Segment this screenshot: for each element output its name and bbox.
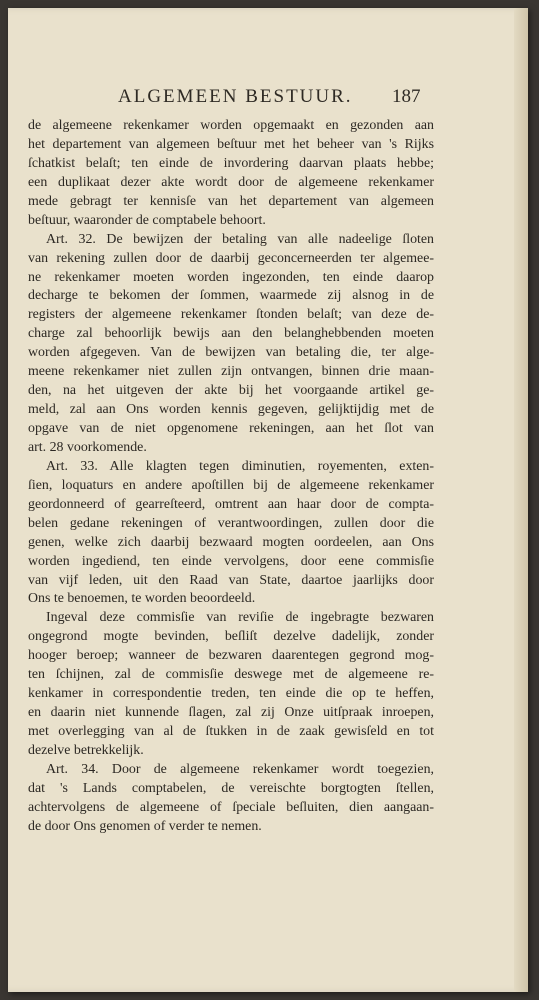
text-line: ne rekenkamer moeten worden ingezonden, ten einde daarop [28,269,434,285]
text-line: het departement van algemeen beſtuur met het beheer van 's Rijks [28,136,434,152]
text-line: Art. 32. De bewijzen der betaling van alle nadeelige ſloten [46,231,434,247]
text-line: de algemeene rekenkamer worden opgemaakt en gezonden aan [28,118,434,133]
text-line: art. 28 voorkomende. [28,439,147,455]
text-line: dat 's Lands comptabelen, de vereischte borgtogten ſtellen, [28,780,434,796]
text-line: de door Ons genomen of verder te nemen. [28,818,262,834]
body-text [28,117,434,837]
text-line: dezelve betrekkelijk. [28,742,144,758]
text-line: belen gedane rekeningen of verantwoordingen, zullen door die [28,515,434,531]
running-title: ALGEMEEN BESTUUR. [118,86,353,107]
text-line: beſtuur, waaronder de comptabele behoort. [28,212,266,228]
page-edge [514,8,528,992]
text-line: een duplikaat dezer akte wordt door de algemeene rekenkamer [28,174,434,190]
text-line: den, na het uitgeven der akte bij het voorgaande artikel ge- [28,383,434,399]
text-line: opgave van de niet opgenomene rekeningen, aan het ſlot van [28,421,434,436]
text-line: meld, zal aan Ons worden kennis gegeven, gelijktijdig met de [28,402,434,418]
text-line: kenkamer in correspondentie treden, ten einde die op te heffen, [28,686,434,702]
text-line: charge zal behoorlijk bewijs aan den belanghebbenden moeten [28,326,434,342]
text-line: met overlegging van al de ſtukken in de zaak gewisſeld en tot [28,724,434,739]
text-line: genen, welke zich daarbij bezwaard mogten oordeelen, aan Ons [28,534,434,550]
text-line: hooger beroep; wanneer de bezwaren daarentegen gegrond mog- [28,648,434,664]
text-line: Art. 33. Alle klagten tegen diminutien, royementen, exten- [46,458,434,474]
text-line: registers der algemeene rekenkamer ſtonden belaſt; van deze de- [28,307,434,323]
text-line: achtervolgens de algemeene of ſpeciale beſluiten, dien aangaan- [28,799,434,815]
text-line: van vijf leden, uit den Raad van State, daartoe jaarlijks door [28,572,434,588]
text-line: ongegrond mogte bevinden, beſliſt dezelve dadelijk, zonder [28,629,434,645]
text-line: worden ingediend, ten einde vervolgens, door eene commisſie [28,553,434,569]
text-line: van rekening zullen door de daarbij geconcerneerden ter algemee- [28,250,434,266]
text-line: mede gebragt ter kennisſe van het departement van algemeen [28,193,434,209]
text-line: meene rekenkamer niet zullen zijn ontvangen, binnen drie maan- [28,364,434,380]
text-line: Ingeval deze commisſie van reviſie de ingebragte bezwaren [46,610,434,626]
text-line: worden afgegeven. Van de bewijzen van betaling die, ter alge- [28,345,434,361]
text-line: en daarin niet kunnende ſlagen, zal zij Onze uitſpraak inroepen, [28,705,434,721]
text-line: ſchatkist belaſt; ten einde de invordering daarvan plaats hebbe; [28,155,434,171]
text-line: geordonneerd of gearreſteerd, omtrent aan haar door de compta- [28,496,434,512]
text-line: Ons te benoemen, te worden beoordeeld. [28,591,256,607]
text-line: decharge te bekomen der ſommen, waarmede zij alsnog in de [28,288,434,304]
text-line: Art. 34. Door de algemeene rekenkamer wordt toegezien, [46,761,434,777]
text-line: ſien, loquaturs en andere apoſtillen bij de algemeene rekenkamer [28,477,434,493]
page-number: 187 [392,86,421,107]
text-line: ten ſchijnen, zal de commisſie deswege met de algemeene re- [28,667,434,683]
